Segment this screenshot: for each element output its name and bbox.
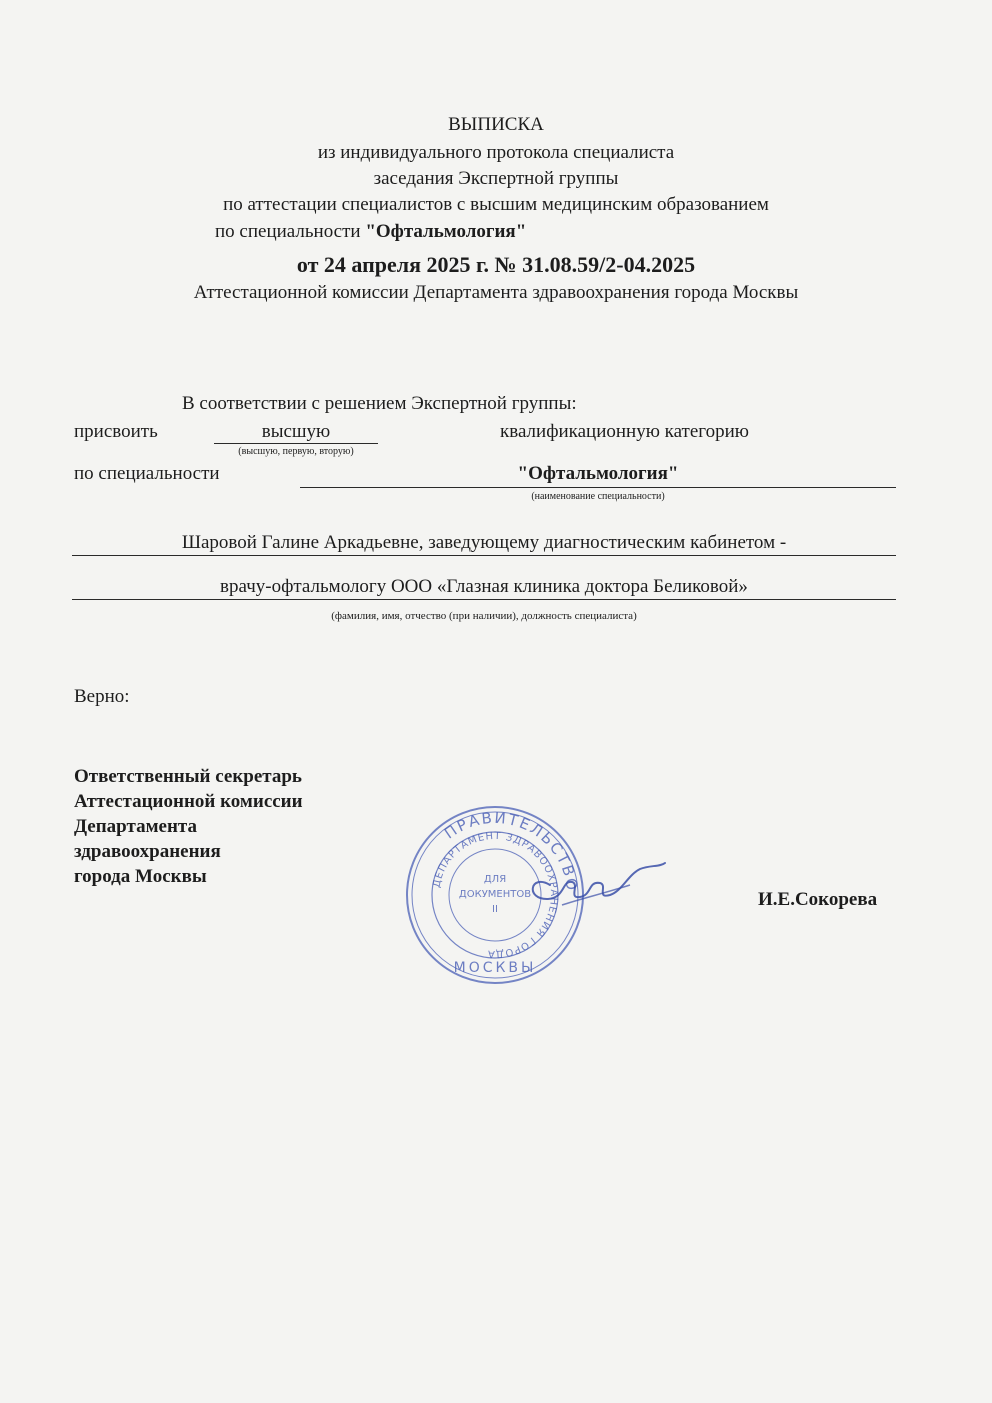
specialty-value: "Офтальмология" [517, 463, 679, 484]
category-suffix: квалификационную категорию [500, 421, 749, 442]
stamp-center-line-2: ДОКУМЕНТОВ [458, 889, 532, 900]
specialty-underline [300, 487, 896, 488]
header-line-1: из индивидуального протокола специалиста [317, 142, 675, 163]
person-line-1: Шаровой Галине Аркадьевне, заведующему диагностическим кабинетом - [181, 532, 787, 553]
stamp-center-line-1: ДЛЯ [483, 874, 507, 885]
signatory-position-line: Аттестационной комиссии [74, 791, 303, 812]
category-underline [214, 443, 378, 444]
specialty-label: по специальности [74, 463, 220, 484]
stamp-ring-textpath: ДЕПАРТАМЕНТ ЗДРАВООХРАНЕНИЯ ГОРОДА [431, 830, 560, 960]
stamp-top-text: ПРАВИТЕЛЬСТВО [441, 808, 582, 894]
signatory-position-line: Ответственный секретарь [74, 766, 302, 787]
verification-label: Верно: [74, 686, 130, 707]
commission-name: Аттестационной комиссии Департамента здравоохранения города Москвы [193, 282, 799, 303]
assign-label: присвоить [74, 421, 158, 442]
category-value: высшую [261, 421, 331, 442]
stamp-bottom-text: МОСКВЫ [453, 960, 537, 976]
signatory-position-line: здравоохранения [74, 841, 221, 862]
header-specialty-name: "Офтальмология" [365, 221, 527, 242]
signatory-position-line: Департамента [74, 816, 197, 837]
header-line-3: по аттестации специалистов с высшим медицинским образованием [223, 194, 769, 215]
category-hint: (высшую, первую, вторую) [238, 446, 354, 457]
specialty-hint: (наименование специальности) [531, 491, 665, 502]
signatory-position [74, 764, 303, 889]
signatory-position-line: города Москвы [74, 866, 207, 887]
person-hint: (фамилия, имя, отчество (при наличии), должность специалиста) [331, 610, 637, 622]
person-underline-1 [72, 555, 896, 556]
document-title: ВЫПИСКА [448, 114, 544, 135]
person-underline-2 [72, 599, 896, 600]
header-specialty-prefix: по специальности [215, 221, 361, 242]
protocol-date-number: от 24 апреля 2025 г. № 31.08.59/2-04.2025 [296, 252, 696, 277]
stamp-center-line-3: II [492, 904, 498, 915]
header-specialty-line [215, 221, 526, 243]
header-line-2: заседания Экспертной группы [373, 168, 619, 189]
decision-intro: В соответствии с решением Экспертной группы: [182, 393, 577, 414]
handwritten-signature [510, 855, 670, 925]
signatory-name: И.Е.Сокорева [758, 889, 878, 910]
person-line-2: врачу-офтальмологу ООО «Глазная клиника доктора Беликовой» [220, 576, 748, 597]
